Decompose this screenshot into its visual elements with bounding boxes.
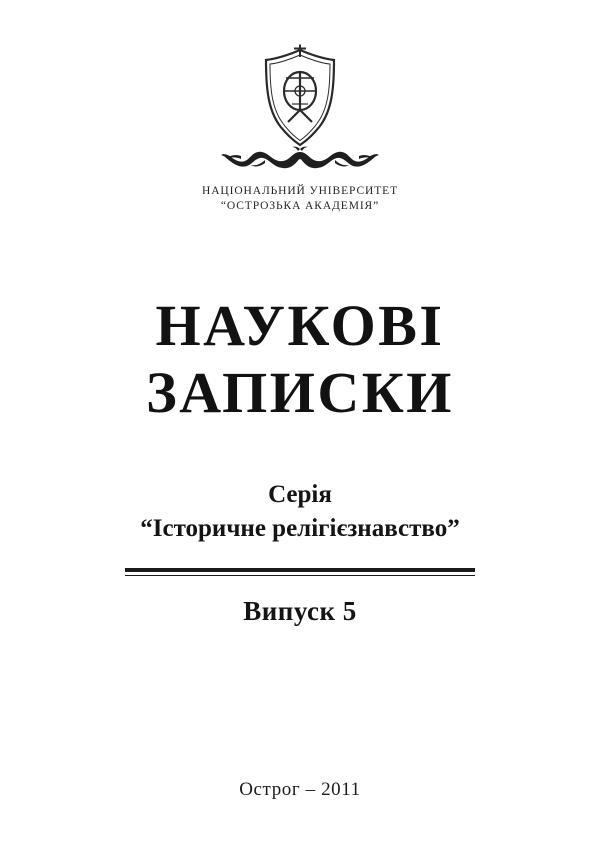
divider-thick <box>125 568 475 572</box>
emblem-block <box>202 44 398 214</box>
ornamental-flourish-icon <box>205 146 395 180</box>
ostroh-academy-crest-icon <box>240 44 360 152</box>
divider-rules <box>125 568 475 577</box>
series-block <box>140 479 459 546</box>
university-name <box>202 184 398 214</box>
issue-number: Випуск 5 <box>243 596 357 627</box>
series-name: “Історичне релігієзнавство” <box>140 515 460 543</box>
page-title-line2: ЗАПИСКИ <box>146 360 454 426</box>
series-label: Серія <box>268 480 332 508</box>
imprint: Острог – 2011 <box>239 779 361 800</box>
page-title <box>146 292 454 427</box>
university-name-line2: “ОСТРОЗЬКА АКАДЕМІЯ” <box>220 200 380 212</box>
university-name-line1: НАЦІОНАЛЬНИЙ УНІВЕРСИТЕТ <box>201 185 398 197</box>
page-title-line1: НАУКОВІ <box>155 293 445 358</box>
divider-thin <box>125 575 475 577</box>
